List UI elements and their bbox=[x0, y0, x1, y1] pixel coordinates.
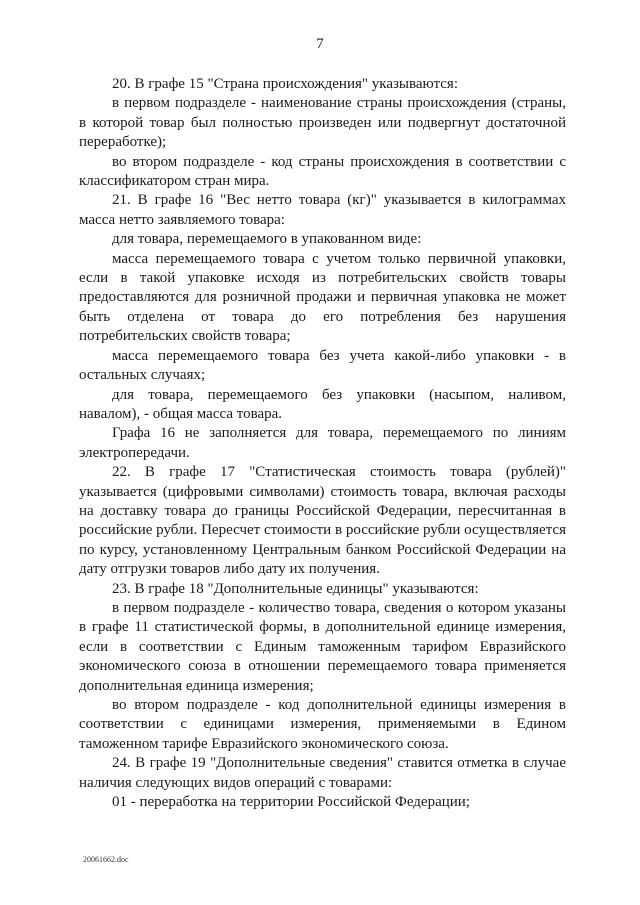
paragraph-21-heading: 21. В графе 16 "Вес нетто товара (кг)" указывается в килограммах масса нетто заявляемого товара: bbox=[79, 192, 566, 228]
paragraph-20-heading: 20. В графе 15 "Страна происхождения" указываются: bbox=[112, 76, 458, 92]
page-number: 7 bbox=[316, 36, 324, 52]
paragraph-20-first-subsection: в первом подразделе - наименование страны происхождения (страны, в которой товар был полностью произведен или подвергнут достаточной переработке); bbox=[79, 95, 566, 151]
paragraph-23-second-subsection: во втором подразделе - код дополнительной единицы измерения в соответствии с единицами измерения, применяемыми в Едином таможенном тарифе Евразийского экономического союза. bbox=[79, 697, 566, 752]
paragraph-21-packed: для товара, перемещаемого в упакованном виде: bbox=[112, 231, 422, 248]
paragraph-21-without-packaging: масса перемещаемого товара без учета какой-либо упаковки - в остальных случаях; bbox=[79, 347, 566, 384]
paragraph-21-primary-packaging: масса перемещаемого товара с учетом только первичной упаковки, если в такой упаковке исходя из потребительских свойств товары предоставляются для розничной продажи и первичная упаковка не может быть отделена от товара до его потребления без нарушения потребительских свойств товара; bbox=[79, 250, 566, 345]
footer-filename: 20061662.doc bbox=[83, 855, 129, 864]
paragraph-20-second-subsection: во втором подразделе - код страны происхождения в соответствии с классификатором стран мира. bbox=[79, 153, 566, 190]
paragraph-23-first-subsection: в первом подразделе - количество товара, сведения о котором указаны в графе 11 статистической формы, в дополнительной единице измерения, если в соответствии с Единым таможенным тарифом Евразийского экономического союза в отношении перемещаемого товара применяется дополнительная единица измерения; bbox=[79, 599, 566, 694]
paragraph-24-item-01: 01 - переработка на территории Российской Федерации; bbox=[112, 794, 470, 811]
paragraph-21-bulk: для товара, перемещаемого без упаковки (насыпом, наливом, навалом), - общая масса товара. bbox=[79, 386, 566, 422]
paragraph-21-power-lines: Графа 16 не заполняется для товара, перемещаемого по линиям электропередачи. bbox=[79, 425, 566, 461]
paragraph-23-heading: 23. В графе 18 "Дополнительные единицы" указываются: bbox=[112, 580, 479, 597]
document-body bbox=[79, 75, 566, 812]
paragraph-24-heading: 24. В графе 19 "Дополнительные сведения" ставится отметка в случае наличия следующих видов операций с товарами: bbox=[79, 755, 566, 791]
paragraph-22: 22. В графе 17 "Статистическая стоимость товара (рублей)" указывается (цифровыми символами) стоимость товара, включая расходы на доставку товара до границы Российской Федерации, пересчитанная в российские рубли. Пересчет стоимости в российские рубли осуществляется по курсу, установленному Центральным банком Российской Федерации на дату отгрузки товаров либо дату их получения. bbox=[79, 464, 566, 578]
